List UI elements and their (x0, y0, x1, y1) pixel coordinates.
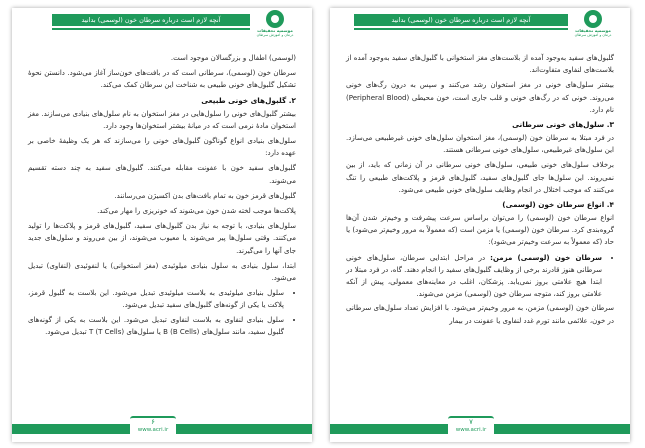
logo-emblem-icon (584, 10, 602, 28)
logo-line2: درمان و آموزش سرطان (256, 33, 294, 37)
section-heading: ۲. گلبول‌های خونی طبیعی (201, 95, 296, 105)
bullet-list (346, 252, 602, 301)
list-item (346, 252, 602, 301)
bullet-text: در مراحل ابتدایی سرطان، سلول‌های خونی سرطانی هنوز قادرند برخی از وظایف گلبول‌های سفید را انجام دهند. گاه، در فرد مبتلا در ابتدا هیچ علامتی بروز نمی‌یابد. پزشکان، اغلب در معاینه‌های معمولی، پیش از آنکه علامتی بروز کند، متوجه سرطان خون (لوسمی) مزمن می‌شوند. (346, 253, 602, 299)
paragraph: سلول‌های بنیادی، با توجه به نیاز بدن گلبول‌های سفید، گلبول‌های قرمز و پلاکت‌ها را تولید می‌کنند. وقتی سلول‌ها پیر می‌شوند یا معیوب می‌شوند، از بین می‌روند و سلول‌های جدید جای آنها را می‌گیرند. (28, 222, 296, 255)
header-title-band: آنچه لازم است درباره سرطان خون (لوسمی) بدانید (52, 14, 250, 26)
header-rule (52, 28, 250, 30)
left-page-content (28, 52, 296, 412)
paragraph: ابتدا، سلول بنیادی به سلول بنیادی میلوئیدی (مغز استخوانی) یا لنفوئیدی (لنفاوی) تبدیل می‌شود. (28, 261, 296, 283)
logo-emblem-icon (266, 10, 284, 28)
list-item: • سلول بنیادی میلوئیدی به بلاست میلوئیدی تبدیل می‌شود. این بلاست به گلبول قرمز، پلاکت یا یکی از گونه‌های گلبول‌های سفید تبدیل می‌شود. (28, 287, 284, 311)
website-link[interactable]: www.acri.ir (137, 427, 169, 433)
bullet-list (28, 287, 284, 338)
logo-line2: درمان و آموزش سرطان (574, 33, 612, 37)
footer-tab (448, 416, 494, 436)
paragraph: بیشتر گلبول‌های خونی را سلول‌هایی در مغز استخوان به نام سلول‌های بنیادی می‌سازند. مغز استخوان مادۀ نرمی است که در میانهٔ بیشتر استخوان‌ها وجود دارد. (28, 109, 296, 130)
website-link[interactable]: www.acri.ir (455, 427, 487, 433)
page-footer (12, 414, 312, 442)
page-header (12, 8, 312, 48)
page-footer (330, 414, 630, 442)
paragraph: گلبول‌های قرمز خون به تمام بافت‌های بدن اکسیژن می‌رسانند. (114, 191, 296, 200)
paragraph: پلاکت‌ها موجب لخته شدن خون می‌شوند که خونریزی را مهار می‌کند. (97, 207, 296, 216)
institute-logo (568, 10, 618, 46)
header-rule (354, 28, 568, 30)
institute-logo (250, 10, 300, 46)
page-number: ۷ (469, 418, 473, 426)
section-heading: ۴. انواع سرطان خون (لوسمی) (502, 200, 614, 210)
footer-tab (130, 416, 176, 436)
paragraph: برخلاف سلول‌های خونی طبیعی، سلول‌های خونی سرطانی در آن زمانی که باید، از بین نمی‌روند. این سلول‌ها جای گلبول‌های سفید، گلبول‌های قرمز و پلاکت‌های طبیعی را تنگ می‌کنند که موجب اختلال در انجام وظایف سلول‌های خونی طبیعی می‌شود. (346, 161, 614, 194)
page-number: ۶ (151, 418, 155, 426)
logo-line1: موسسه تحقیقات (575, 28, 611, 33)
paragraph: گلبول‌های سفید خون با عفونت مقابله می‌کنند. گلبول‌های سفید به چند دسته تقسیم می‌شوند. (28, 164, 296, 185)
bullet-label: سرطان خون (لوسمی) مزمن: (490, 253, 602, 262)
page-header (330, 8, 630, 48)
paragraph: بیشتر سلول‌های خونی در مغز استخوان رشد می‌کنند و سپس به درون رگ‌های خونی می‌روند. خونی که در رگ‌های خونی و قلب جاری است، خون محیطی (Peripheral Blood) نام دارد. (346, 81, 614, 114)
header-title-band: آنچه لازم است درباره سرطان خون (لوسمی) بدانید (354, 14, 568, 26)
paragraph: (لوسمی) اطفال و بزرگسالان موجود است. (170, 54, 296, 62)
paragraph: سلول‌های بنیادی انواع گوناگون گلبول‌های خونی را می‌سازند که هر یک وظیفهٔ خاصی بر عهده دارد: (28, 137, 296, 158)
list-item: • سلول بنیادی لنفاوی به بلاست لنفاوی تبدیل می‌شود. این بلاست به یکی از گونه‌های گلبول سفید، مانند سلول‌های (B Cells) B یا سلول‌های T (T Cells) تبدیل می‌شود. (28, 314, 284, 338)
paragraph: سرطان خون (لوسمی) مزمن، به مرور وخیم‌تر می‌شود. با افزایش تعداد سلول‌های سرطانی در خون، علائمی مانند تورم غدد لنفاوی یا عفونت در بیمار (346, 304, 614, 325)
paragraph: در فرد مبتلا به سرطان خون (لوسمی)، مغز استخوان سلول‌های خونی غیرطبیعی می‌سازد. این سلول‌های غیرطبیعی، سلول‌های خونی سرطانی هستند. (346, 134, 614, 155)
paragraph: انواع سرطان خون (لوسمی) را می‌توان براساس سرعت پیشرفت و وخیم‌تر شدن آن‌ها گروه‌بندی کرد. سرطان خون (لوسمی) یا مزمن است (که معمولاً به مرور وخیم‌تر می‌شود) یا حاد (که معمولاً به سرعت وخیم‌تر می‌شود): (346, 214, 614, 247)
section-heading: ۳. سلول‌های خونی سرطانی (512, 120, 614, 130)
paragraph: سرطان خون (لوسمی)، سرطانی است که در بافت‌های خون‌ساز آغاز می‌شود. دانستن نحوۀ تشکیل گلبول‌های خونی طبیعی به شناخت این سرطان کمک می‌کند. (28, 69, 296, 90)
right-page-content (346, 52, 614, 412)
paragraph: گلبول‌های سفید به‌وجود آمده از بلاست‌های مغز استخوانی با گلبول‌های سفید به‌وجود آمده از بلاست‌های لنفاوی متفاوت‌اند. (346, 54, 614, 75)
right-page (330, 8, 630, 442)
logo-line1: موسسه تحقیقات (257, 28, 293, 33)
left-page (12, 8, 312, 442)
